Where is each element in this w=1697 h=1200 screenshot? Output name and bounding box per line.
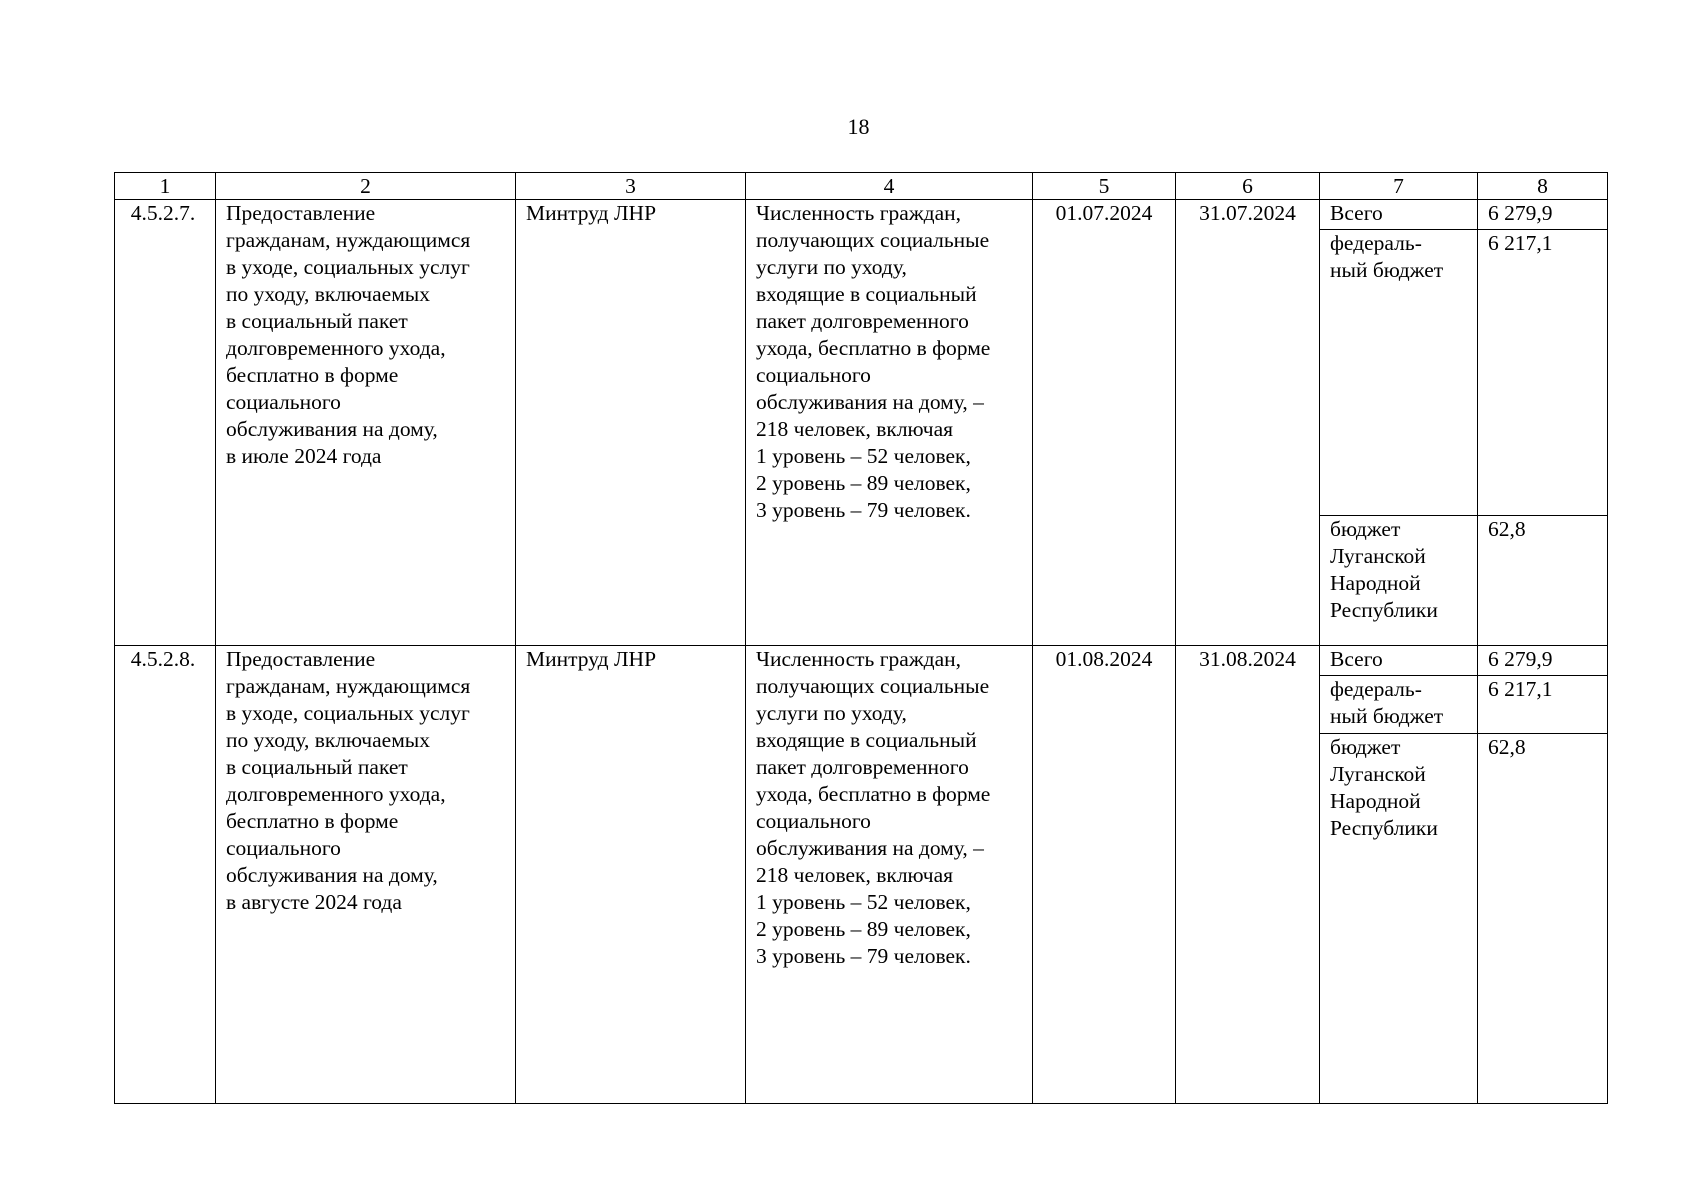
funding-source: федераль- ный бюджет <box>1320 676 1478 734</box>
column-number-8: 8 <box>1478 173 1608 200</box>
funding-amount: 62,8 <box>1478 516 1608 646</box>
funding-amount: 6 217,1 <box>1478 230 1608 516</box>
activity-table <box>114 172 1608 1104</box>
responsible-executor: Минтруд ЛНР <box>516 646 746 1104</box>
column-number-2: 2 <box>216 173 516 200</box>
funding-amount: 62,8 <box>1478 734 1608 1104</box>
column-number-5: 5 <box>1033 173 1176 200</box>
funding-source: бюджет Луганской Народной Республики <box>1320 516 1478 646</box>
start-date: 01.08.2024 <box>1033 646 1176 1104</box>
result-indicator: Численность граждан, получающих социальные услуги по уходу, входящие в социальный пакет долговременного ухода, бесплатно в форме социального обслуживания на дому, – 218 человек, включая 1 уровень – 52 человек, 2 уровень – 89 человек, 3 уровень – 79 человек. <box>746 646 1033 1104</box>
table-row <box>115 200 1608 230</box>
column-number-4: 4 <box>746 173 1033 200</box>
column-number-6: 6 <box>1176 173 1320 200</box>
funding-source: бюджет Луганской Народной Республики <box>1320 734 1478 1104</box>
measure-description: Предоставление гражданам, нуждающимся в уходе, социальных услуг по уходу, включаемых в социальный пакет долговременного ухода, бесплатно в форме социального обслуживания на дому, в августе 2024 года <box>216 646 516 1104</box>
responsible-executor: Минтруд ЛНР <box>516 200 746 646</box>
column-number-3: 3 <box>516 173 746 200</box>
page-number: 18 <box>847 114 870 139</box>
funding-source: Всего <box>1320 200 1478 230</box>
column-number-row <box>115 173 1608 200</box>
item-number: 4.5.2.7. <box>115 200 216 646</box>
table-row <box>115 646 1608 676</box>
result-indicator: Численность граждан, получающих социальные услуги по уходу, входящие в социальный пакет долговременного ухода, бесплатно в форме социального обслуживания на дому, – 218 человек, включая 1 уровень – 52 человек, 2 уровень – 89 человек, 3 уровень – 79 человек. <box>746 200 1033 646</box>
column-number-7: 7 <box>1320 173 1478 200</box>
funding-amount: 6 217,1 <box>1478 676 1608 734</box>
funding-source: Всего <box>1320 646 1478 676</box>
start-date: 01.07.2024 <box>1033 200 1176 646</box>
end-date: 31.07.2024 <box>1176 200 1320 646</box>
item-number: 4.5.2.8. <box>115 646 216 1104</box>
column-number-1: 1 <box>115 173 216 200</box>
funding-source: федераль- ный бюджет <box>1320 230 1478 516</box>
end-date: 31.08.2024 <box>1176 646 1320 1104</box>
measure-description: Предоставление гражданам, нуждающимся в уходе, социальных услуг по уходу, включаемых в социальный пакет долговременного ухода, бесплатно в форме социального обслуживания на дому, в июле 2024 года <box>216 200 516 646</box>
funding-amount: 6 279,9 <box>1478 200 1608 230</box>
funding-amount: 6 279,9 <box>1478 646 1608 676</box>
